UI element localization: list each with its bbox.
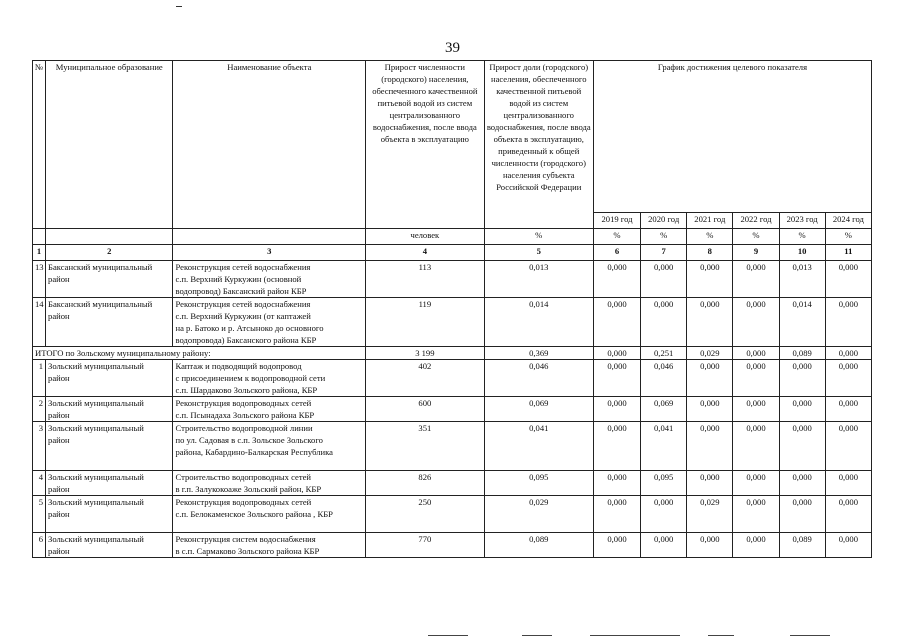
column-number: 10 [779,245,825,261]
header-year: 2022 год [733,213,779,229]
row-municipality-line: район [48,509,70,519]
row-object-line: Реконструкция водопроводных сетей [175,497,312,507]
column-number: 2 [46,245,173,261]
row-municipality [46,471,173,496]
row-municipality-line: район [48,373,70,383]
row-year-value: 0,000 [687,360,733,397]
row-year-value: 0,000 [733,261,779,298]
unit-percent: % [733,229,779,245]
row-year-value: 0,000 [825,533,871,558]
row-municipality-line: район [48,546,70,556]
row-municipality-line: район [48,484,70,494]
row-municipality-line: Зольский муниципальный [48,361,144,371]
unit-percent: % [641,229,687,245]
row-number: 2 [33,397,46,422]
row-municipality [46,261,173,298]
row-year-value: 0,000 [733,298,779,347]
header-municipality: Муниципальное образование [46,61,173,229]
total-year-value: 0,000 [825,347,871,360]
header-year: 2019 год [593,213,640,229]
table-row [33,261,872,298]
column-number: 11 [825,245,871,261]
row-year-value: 0,000 [593,496,640,533]
row-object-line: водопровод) Баксанский район КБР [175,286,307,296]
row-people: 119 [366,298,484,347]
column-number: 1 [33,245,46,261]
header-year: 2023 год [779,213,825,229]
column-number: 4 [366,245,484,261]
row-municipality-line: район [48,410,70,420]
rows-after-total [33,360,872,558]
rows-before-total [33,261,872,347]
row-year-value: 0,000 [593,422,640,471]
row-year-value: 0,000 [825,471,871,496]
row-share: 0,041 [484,422,593,471]
row-year-value: 0,013 [779,261,825,298]
row-year-value: 0,000 [593,397,640,422]
header-schedule: График достижения целевого показателя [593,61,871,213]
row-share: 0,046 [484,360,593,397]
row-object-line: Реконструкция сетей водоснабжения [175,299,311,309]
row-number: 14 [33,298,46,347]
total-people: 3 199 [366,347,484,360]
row-year-value: 0,041 [641,422,687,471]
scan-mark [590,635,680,636]
row-year-value: 0,000 [687,397,733,422]
scan-mark [522,635,552,636]
row-year-value: 0,000 [641,496,687,533]
row-object [173,471,366,496]
row-year-value: 0,000 [593,298,640,347]
row-year-value: 0,000 [641,261,687,298]
row-object-line: Строительство водопроводных сетей [175,472,311,482]
column-number: 3 [173,245,366,261]
row-year-value: 0,000 [733,496,779,533]
row-year-value: 0,000 [779,496,825,533]
column-number: 9 [733,245,779,261]
table-row [33,422,872,471]
row-year-value: 0,000 [733,397,779,422]
row-municipality-line: район [48,274,70,284]
row-municipality [46,496,173,533]
row-municipality-line: Зольский муниципальный [48,534,144,544]
row-object [173,397,366,422]
total-label: ИТОГО по Зольскому муниципальному району: [33,347,366,360]
row-share: 0,089 [484,533,593,558]
row-year-value: 0,000 [641,298,687,347]
row-object [173,360,366,397]
table-row [33,360,872,397]
row-object-line: с присоединением к водопроводной сети [175,373,326,383]
row-year-value: 0,014 [779,298,825,347]
row-year-value: 0,000 [687,533,733,558]
row-people: 351 [366,422,484,471]
row-year-value: 0,069 [641,397,687,422]
total-year-value: 0,029 [687,347,733,360]
row-year-value: 0,000 [733,533,779,558]
column-number: 6 [593,245,640,261]
row-share: 0,013 [484,261,593,298]
row-object-line: в г.п. Залукокоаже Зольский район, КБР [175,484,322,494]
row-year-value: 0,000 [593,533,640,558]
row-number: 13 [33,261,46,298]
row-object-line: с.п. Псынадаха Зольского района КБР [175,410,315,420]
row-year-value: 0,000 [825,496,871,533]
table-row [33,298,872,347]
row-year-value: 0,000 [687,471,733,496]
row-year-value: 0,000 [733,471,779,496]
table-row [33,533,872,558]
page-number: 39 [445,40,460,56]
corner-mark [176,6,182,7]
row-year-value: 0,000 [825,261,871,298]
row-people: 600 [366,397,484,422]
total-year-value: 0,251 [641,347,687,360]
row-municipality [46,298,173,347]
row-year-value: 0,000 [687,261,733,298]
row-year-value: 0,029 [687,496,733,533]
table-row [33,496,872,533]
row-year-value: 0,000 [687,298,733,347]
row-people: 113 [366,261,484,298]
units-row [33,229,872,245]
row-year-value: 0,000 [733,422,779,471]
row-object [173,261,366,298]
row-object-line: Реконструкция водопроводных сетей [175,398,312,408]
indicator-table [32,60,872,558]
total-year-value: 0,000 [593,347,640,360]
row-municipality-line: Зольский муниципальный [48,472,144,482]
row-people: 402 [366,360,484,397]
row-year-value: 0,000 [593,261,640,298]
row-object [173,533,366,558]
scan-mark [790,635,830,636]
row-year-value: 0,000 [825,360,871,397]
table-row [33,471,872,496]
row-object-line: с.п. Шардаково Зольского района, КБР [175,385,318,395]
table-header [33,61,872,261]
row-year-value: 0,000 [825,397,871,422]
column-numbers-row [33,245,872,261]
total-share: 0,369 [484,347,593,360]
row-object-line: Строительство водопроводной линии [175,423,313,433]
header-year: 2024 год [825,213,871,229]
unit-people: человек [366,229,484,245]
row-object-line: в с.п. Сармаково Зольского района КБР [175,546,320,556]
row-year-value: 0,000 [593,360,640,397]
row-municipality [46,533,173,558]
row-share: 0,069 [484,397,593,422]
row-municipality-line: район [48,311,70,321]
row-object-line: водопровода) Баксанского района КБР [175,335,317,345]
row-object-line: Реконструкция сетей водоснабжения [175,262,311,272]
row-year-value: 0,000 [733,360,779,397]
footer-scan-marks [0,630,905,640]
row-municipality-line: Зольский муниципальный [48,398,144,408]
row-number: 1 [33,360,46,397]
row-year-value: 0,000 [779,471,825,496]
total-section [33,347,872,360]
row-municipality-line: район [48,435,70,445]
row-object-line: Каптаж и подводящий водопровод [175,361,302,371]
unit-percent: % [779,229,825,245]
row-object-line: с.п. Верхний Куркужин (основной [175,274,302,284]
header-share-gain: Прирост доли (городского) населения, обеспеченного качественной питьевой водой из систем централизованного водоснабжения, после ввода объекта в эксплуатацию, приведенный к общей численности (городского) населения субъекта Российской Федерации [484,61,593,229]
total-year-value: 0,089 [779,347,825,360]
row-municipality-line: Баксанский муниципальный [48,299,153,309]
row-people: 250 [366,496,484,533]
row-number: 5 [33,496,46,533]
header-population-gain: Прирост численности (городского) населения, обеспеченного качественной питьевой водой из систем централизованного водоснабжения, после ввода объекта в эксплуатацию [366,61,484,229]
row-object-line: с.п. Белокаменское Зольского района , КБР [175,509,333,519]
row-object-line: Реконструкция систем водоснабжения [175,534,316,544]
row-year-value: 0,000 [825,422,871,471]
row-number: 4 [33,471,46,496]
row-object-line: района, Кабардино-Балкарская Республика [175,447,333,457]
row-object-line: с.п. Верхний Куркужин (от каптажей [175,311,311,321]
row-municipality [46,422,173,471]
row-municipality-line: Зольский муниципальный [48,423,144,433]
row-share: 0,095 [484,471,593,496]
row-number: 3 [33,422,46,471]
row-year-value: 0,089 [779,533,825,558]
row-object [173,422,366,471]
row-object-line: на р. Батоко и р. Атсыноко до основного [175,323,324,333]
header-year: 2020 год [641,213,687,229]
row-year-value: 0,000 [687,422,733,471]
column-number: 7 [641,245,687,261]
row-municipality-line: Баксанский муниципальный [48,262,153,272]
unit-percent: % [593,229,640,245]
header-year: 2021 год [687,213,733,229]
unit-percent: % [484,229,593,245]
unit-percent: % [687,229,733,245]
row-year-value: 0,095 [641,471,687,496]
unit-percent: % [825,229,871,245]
row-year-value: 0,000 [641,533,687,558]
row-object [173,496,366,533]
row-year-value: 0,000 [779,422,825,471]
row-year-value: 0,000 [779,360,825,397]
row-year-value: 0,000 [825,298,871,347]
row-people: 826 [366,471,484,496]
row-year-value: 0,000 [593,471,640,496]
scan-mark [428,635,468,636]
row-object [173,298,366,347]
column-number: 8 [687,245,733,261]
header-object: Наименование объекта [173,61,366,229]
row-share: 0,029 [484,496,593,533]
total-year-value: 0,000 [733,347,779,360]
total-row [33,347,872,360]
row-municipality [46,360,173,397]
row-people: 770 [366,533,484,558]
table-row [33,397,872,422]
row-year-value: 0,000 [779,397,825,422]
header-no: № [33,61,46,229]
column-number: 5 [484,245,593,261]
row-municipality [46,397,173,422]
row-year-value: 0,046 [641,360,687,397]
row-share: 0,014 [484,298,593,347]
row-number: 6 [33,533,46,558]
scan-mark [708,635,734,636]
row-object-line: по ул. Садовая в с.п. Зольское Зольского [175,435,323,445]
row-municipality-line: Зольский муниципальный [48,497,144,507]
